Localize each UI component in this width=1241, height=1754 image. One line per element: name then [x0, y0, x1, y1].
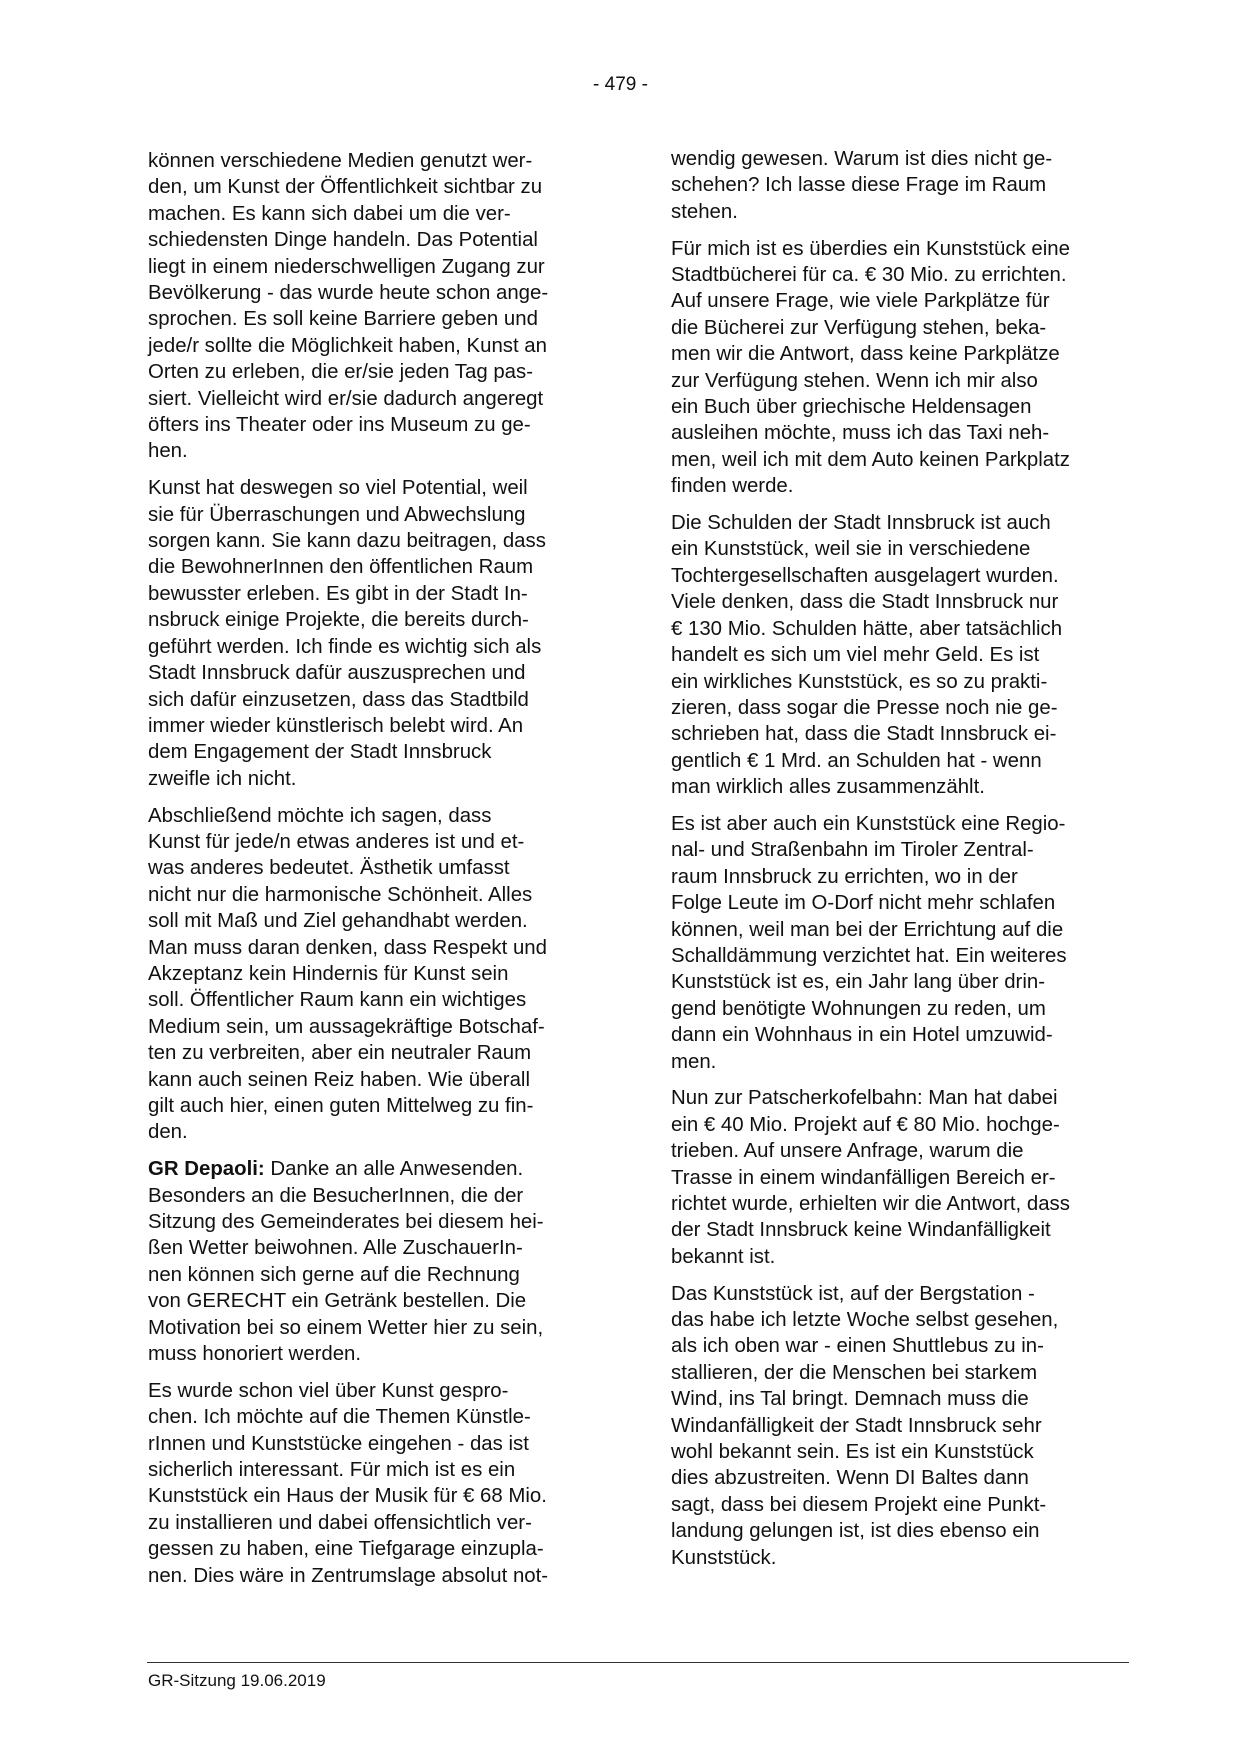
paragraph-line: wohl bekannt sein. Es ist ein Kunststück	[671, 1441, 1034, 1464]
paragraph-line: gend benötigte Wohnungen zu reden, um	[671, 997, 1046, 1020]
paragraph-line: dann ein Wohnhaus in ein Hotel umzuwid-	[671, 1024, 1053, 1047]
paragraph-line: Es ist aber auch ein Kunststück eine Regio-	[671, 812, 1066, 835]
paragraph-line: Für mich ist es überdies ein Kunststück eine	[671, 237, 1070, 260]
paragraph-line: men wir die Antwort, dass keine Parkplätze	[671, 343, 1060, 366]
paragraph-line: raum Innsbruck zu errichten, wo in der	[671, 865, 1018, 888]
paragraph-line: Akzeptanz kein Hindernis für Kunst sein	[148, 962, 509, 985]
paragraph-line: die BewohnerInnen den öffentlichen Raum	[148, 556, 534, 579]
paragraph-line: sorgen kann. Sie kann dazu beitragen, dass	[148, 530, 546, 553]
paragraph-line: der Stadt Innsbruck keine Windanfälligkeit	[671, 1219, 1051, 1242]
paragraph-line: geführt werden. Ich finde es wichtig sich als	[148, 635, 542, 658]
paragraph-line: Kunst hat deswegen so viel Potential, weil	[148, 477, 528, 500]
paragraph-line: Folge Leute im O-Dorf nicht mehr schlafen	[671, 892, 1056, 915]
paragraph-line: stehen.	[671, 200, 738, 223]
page-number: - 479 -	[593, 74, 648, 95]
paragraph-line: Abschließend möchte ich sagen, dass	[148, 804, 492, 827]
paragraph-line: zieren, dass sogar die Presse noch nie ge-	[671, 696, 1058, 719]
paragraph	[671, 1281, 1121, 1571]
speaker-name: GR Depaoli:	[148, 1158, 265, 1181]
paragraph-line: sie für Überraschungen und Abwechslung	[148, 503, 526, 526]
paragraph-line: Tochtergesellschaften ausgelagert wurden.	[671, 564, 1059, 587]
paragraph-line: landung gelungen ist, ist dies ebenso ein	[671, 1520, 1040, 1543]
paragraph-line: richtet wurde, erhielten wir die Antwort, dass	[671, 1193, 1070, 1215]
paragraph-line: Besonders an die BesucherInnen, die der	[148, 1184, 524, 1207]
paragraph-line: dem Engagement der Stadt Innsbruck	[148, 741, 492, 764]
paragraph-line: Man muss daran denken, dass Respekt und	[148, 936, 547, 959]
paragraph-line: ein wirkliches Kunststück, es so zu prakti-	[671, 670, 1048, 693]
paragraph-line: zur Verfügung stehen. Wenn ich mir also	[671, 369, 1038, 392]
paragraph-line: machen. Es kann sich dabei um die ver-	[148, 202, 511, 225]
paragraph-line: liegt in einem niederschwelligen Zugang zur	[148, 255, 545, 278]
paragraph-line: hen.	[148, 440, 188, 463]
paragraph-line: Sitzung des Gemeinderates bei diesem hei-	[148, 1211, 544, 1234]
paragraph-line: Das Kunststück ist, auf der Bergstation -	[671, 1282, 1035, 1305]
paragraph-line: soll mit Maß und Ziel gehandhabt werden.	[148, 910, 528, 933]
paragraph	[148, 475, 600, 792]
paragraph-line: stallieren, der die Menschen bei starkem	[671, 1361, 1038, 1384]
paragraph-line: men.	[671, 1050, 717, 1073]
paragraph	[148, 803, 600, 1146]
speaker-text: Danke an alle Anwesenden.	[264, 1158, 524, 1181]
paragraph-line: nal- und Straßenbahn im Tiroler Zentral-	[671, 839, 1034, 862]
paragraph-line: ausleihen möchte, muss ich das Taxi neh-	[671, 422, 1050, 445]
paragraph-line: handelt es sich um viel mehr Geld. Es ist	[671, 644, 1040, 667]
paragraph-line: ten zu verbreiten, aber ein neutraler Raum	[148, 1042, 532, 1065]
paragraph-line: Stadt Innsbruck dafür auszusprechen und	[148, 662, 526, 685]
paragraph-line: Wind, ins Tal bringt. Demnach muss die	[671, 1388, 1029, 1411]
paragraph-line: Schalldämmung verzichtet hat. Ein weiteres	[671, 944, 1067, 967]
paragraph-line: als ich oben war - einen Shuttlebus zu in-	[671, 1335, 1044, 1358]
paragraph-line: Motivation bei so einem Wetter hier zu sein,	[148, 1316, 544, 1339]
paragraph-line: zweifle ich nicht.	[148, 767, 297, 790]
paragraph-line	[148, 1156, 600, 1182]
paragraph-line: Windanfälligkeit der Stadt Innsbruck sehr	[671, 1414, 1042, 1437]
paragraph-line: finden werde.	[671, 475, 794, 498]
paragraph-line: jede/r sollte die Möglichkeit haben, Kunst an	[148, 334, 547, 357]
paragraph	[671, 811, 1121, 1075]
paragraph-line: den.	[148, 1121, 188, 1144]
paragraph	[671, 236, 1121, 500]
paragraph-line: die Bücherei zur Verfügung stehen, beka-	[671, 316, 1047, 339]
paragraph-line: ein € 40 Mio. Projekt auf € 80 Mio. hochge-	[671, 1113, 1060, 1136]
right-column	[671, 146, 1121, 1581]
paragraph-line: schrieben hat, dass die Stadt Innsbruck ei-	[671, 723, 1057, 746]
paragraph-line: das habe ich letzte Woche selbst gesehen,	[671, 1309, 1059, 1332]
paragraph-line: Kunststück.	[671, 1546, 777, 1569]
paragraph-line: Kunststück ist es, ein Jahr lang über drin-	[671, 971, 1046, 994]
paragraph-line: Es wurde schon viel über Kunst gespro-	[148, 1379, 509, 1402]
paragraph-line: den, um Kunst der Öffentlichkeit sichtbar zu	[148, 176, 543, 199]
paragraph-line: kann auch seinen Reiz haben. Wie überall	[148, 1068, 530, 1091]
paragraph-line: Viele denken, dass die Stadt Innsbruck nur	[671, 591, 1059, 614]
paragraph-line: Medium sein, um aussagekräftige Botschaf-	[148, 1015, 545, 1038]
paragraph-line: Trasse in einem windanfälligen Bereich er-	[671, 1166, 1056, 1189]
paragraph-line: Bevölkerung - das wurde heute schon ange-	[148, 282, 549, 305]
paragraph-line: was anderes bedeutet. Ästhetik umfasst	[148, 857, 510, 880]
paragraph-line: men, weil ich mit dem Auto keinen Parkplatz	[671, 448, 1070, 471]
paragraph-line: dies abzustreiten. Wenn DI Baltes dann	[671, 1467, 1029, 1490]
paragraph-line: immer wieder künstlerisch belebt wird. An	[148, 714, 524, 737]
paragraph-line: bewusster erleben. Es gibt in der Stadt In-	[148, 582, 528, 605]
paragraph-line: trieben. Auf unsere Anfrage, warum die	[671, 1140, 1024, 1163]
paragraph-line: Auf unsere Frage, wie viele Parkplätze für	[671, 290, 1050, 313]
paragraph-line: ein Kunststück, weil sie in verschiedene	[671, 538, 1031, 561]
paragraph-line: ßen Wetter beiwohnen. Alle ZuschauerIn-	[148, 1237, 523, 1260]
paragraph	[148, 1378, 600, 1589]
paragraph-line: können, weil man bei der Errichtung auf die	[671, 918, 1064, 941]
paragraph-line: ein Buch über griechische Heldensagen	[671, 396, 1032, 419]
paragraph-line: sich dafür einzusetzen, dass das Stadtbild	[148, 688, 529, 711]
paragraph-line: sprochen. Es soll keine Barriere geben und	[148, 308, 538, 331]
paragraph-line: chen. Ich möchte auf die Themen Künstle-	[148, 1406, 531, 1429]
paragraph-line: von GERECHT ein Getränk bestellen. Die	[148, 1290, 527, 1313]
paragraph-line: Kunststück ein Haus der Musik für € 68 Mio.	[148, 1485, 547, 1508]
paragraph-line: nen. Dies wäre in Zentrumslage absolut not-	[148, 1564, 549, 1587]
paragraph-line: Kunst für jede/n etwas anderes ist und et-	[148, 830, 525, 853]
paragraph	[671, 146, 1121, 225]
paragraph-line: sagt, dass bei diesem Projekt eine Punkt-	[671, 1493, 1047, 1516]
paragraph-line: zu installieren und dabei offensichtlich ver-	[148, 1511, 532, 1534]
paragraph	[671, 1085, 1121, 1270]
paragraph-line: Stadtbücherei für ca. € 30 Mio. zu errichten.	[671, 264, 1067, 287]
paragraph-line: gessen zu haben, eine Tiefgarage einzupla-	[148, 1538, 544, 1561]
paragraph-line: nen können sich gerne auf die Rechnung	[148, 1263, 520, 1286]
paragraph-line: gentlich € 1 Mrd. an Schulden hat - wenn	[671, 749, 1042, 772]
paragraph-line: schehen? Ich lasse diese Frage im Raum	[671, 174, 1047, 197]
paragraph-line: wendig gewesen. Warum ist dies nicht ge-	[671, 148, 1053, 170]
paragraph-line: rInnen und Kunststücke eingehen - das ist	[148, 1432, 529, 1455]
paragraph-line: € 130 Mio. Schulden hätte, aber tatsächlich	[671, 617, 1063, 640]
paragraph-line: Die Schulden der Stadt Innsbruck ist auch	[671, 512, 1051, 535]
left-column	[148, 148, 600, 1599]
paragraph	[148, 148, 600, 465]
paragraph-line: bekannt ist.	[671, 1245, 776, 1268]
paragraph-line: öfters ins Theater oder ins Museum zu ge-	[148, 414, 531, 437]
paragraph-line: man wirklich alles zusammenzählt.	[671, 776, 985, 799]
paragraph-line: nsbruck einige Projekte, die bereits durch-	[148, 609, 529, 632]
paragraph-line: muss honoriert werden.	[148, 1343, 362, 1366]
footer-text: GR-Sitzung 19.06.2019	[148, 1671, 326, 1690]
paragraph	[671, 510, 1121, 800]
paragraph-line: siert. Vielleicht wird er/sie dadurch angeregt	[148, 387, 544, 410]
paragraph-line: nicht nur die harmonische Schönheit. Alles	[148, 883, 533, 906]
paragraph-line: schiedensten Dinge handeln. Das Potential	[148, 229, 538, 252]
paragraph-line: gilt auch hier, einen guten Mittelweg zu fin-	[148, 1095, 534, 1117]
speaker-paragraph	[148, 1156, 600, 1367]
paragraph-line: Orten zu erleben, die er/sie jeden Tag pas-	[148, 361, 534, 384]
paragraph-line: soll. Öffentlicher Raum kann ein wichtiges	[148, 989, 527, 1012]
paragraph-line: sicherlich interessant. Für mich ist es ein	[148, 1459, 516, 1482]
paragraph-line: Nun zur Patscherkofelbahn: Man hat dabei	[671, 1087, 1058, 1110]
paragraph-line: können verschiedene Medien genutzt wer-	[148, 150, 533, 172]
footer-divider	[147, 1662, 1129, 1663]
